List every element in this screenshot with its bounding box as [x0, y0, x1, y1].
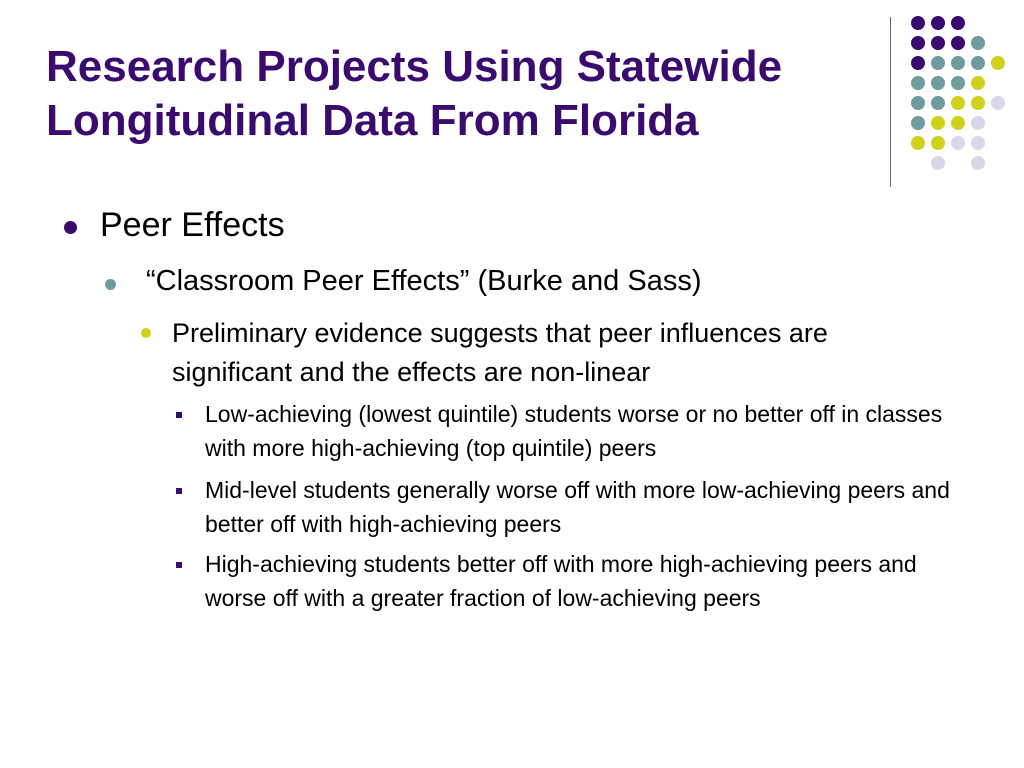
decorative-dot: [951, 16, 965, 30]
bullet-level4-mid-level: Mid-level students generally worse off with more low-achieving peers and better off with high-achieving peers: [205, 477, 950, 537]
decorative-dot: [911, 136, 925, 150]
bullet-level2-study-title: “Classroom Peer Effects” (Burke and Sass): [146, 265, 702, 297]
title-divider-line: [890, 17, 891, 187]
decorative-dot: [991, 96, 1005, 110]
bullet-square-icon: [176, 488, 182, 494]
bullet-dot-icon: [141, 328, 151, 338]
decorative-dot: [951, 136, 965, 150]
bullet-level3-evidence: Preliminary evidence suggests that peer influences are significant and the effects are non-linear: [172, 318, 828, 387]
decorative-dot: [951, 56, 965, 70]
decorative-dot: [971, 156, 985, 170]
decorative-dot: [931, 156, 945, 170]
decorative-dot: [911, 76, 925, 90]
bullet-level4-low-achieving: Low-achieving (lowest quintile) students worse or no better off in classes with more high-achieving (top quintile) peers: [205, 401, 943, 461]
slide-title-line-1: Research Projects Using Statewide: [46, 42, 783, 91]
decorative-dot: [971, 136, 985, 150]
bullet-dot-icon: [64, 221, 77, 234]
decorative-dot: [971, 96, 985, 110]
decorative-dot: [971, 56, 985, 70]
decorative-dot: [951, 96, 965, 110]
decorative-dot: [931, 76, 945, 90]
bullet-square-icon: [176, 412, 182, 418]
decorative-dot: [971, 36, 985, 50]
bullet-level1-peer-effects: Peer Effects: [100, 206, 285, 244]
decorative-dot: [931, 136, 945, 150]
decorative-dot: [971, 76, 985, 90]
decorative-dot: [911, 96, 925, 110]
decorative-dot: [911, 116, 925, 130]
decorative-dot: [951, 36, 965, 50]
decorative-dot: [911, 36, 925, 50]
decorative-dot: [971, 116, 985, 130]
decorative-dot: [931, 16, 945, 30]
decorative-dot: [931, 96, 945, 110]
decorative-dot: [951, 116, 965, 130]
decorative-dot: [991, 56, 1005, 70]
bullet-dot-icon: [105, 279, 116, 290]
decorative-dot: [951, 76, 965, 90]
decorative-dot: [911, 56, 925, 70]
decorative-dot: [931, 56, 945, 70]
slide-title-line-2: Longitudinal Data From Florida: [46, 96, 699, 145]
slide-title: [46, 40, 886, 148]
decorative-dot: [931, 36, 945, 50]
bullet-level4-high-achieving: High-achieving students better off with more high-achieving peers and worse off with a greater fraction of low-achieving peers: [205, 551, 917, 611]
decorative-dot: [911, 16, 925, 30]
decorative-dot: [931, 116, 945, 130]
bullet-square-icon: [176, 562, 182, 568]
